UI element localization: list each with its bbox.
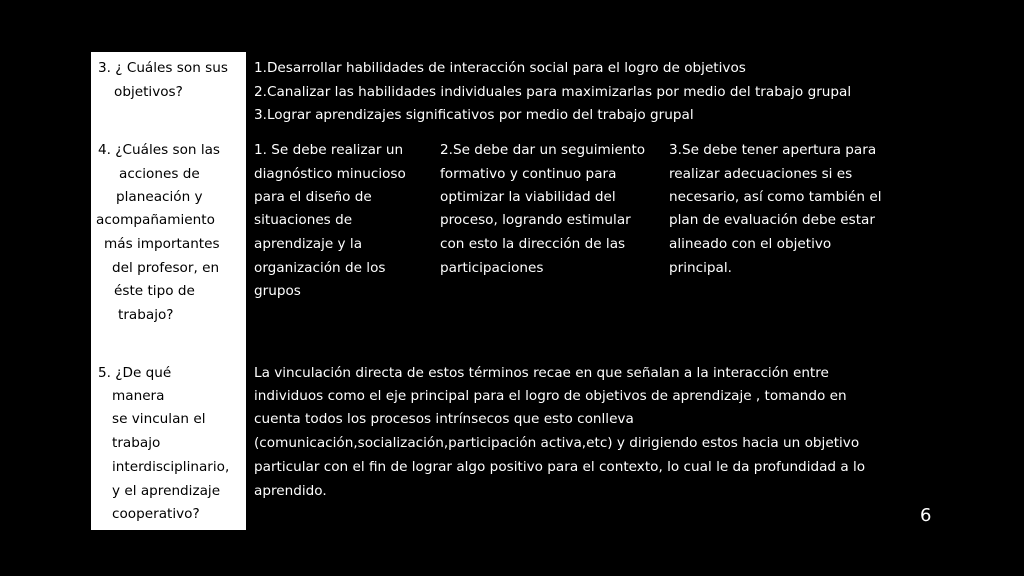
- answer-4-col2-line: formativo y continuo para: [440, 166, 617, 182]
- answer-5-line: individuos como el eje principal para el logro de objetivos de aprendizaje , tomando en: [254, 388, 847, 404]
- answer-4-col1-line: grupos: [254, 283, 301, 299]
- answer-3-line: 1.Desarrollar habilidades de interacción social para el logro de objetivos: [254, 60, 746, 76]
- answer-4-col2-line: proceso, logrando estimular: [440, 212, 631, 228]
- question-5-line: trabajo: [112, 435, 161, 451]
- question-5-line: y el aprendizaje: [112, 483, 221, 499]
- answer-4-col2-line: participaciones: [440, 260, 544, 276]
- answer-5-line: (comunicación,socialización,participación activa,etc) y dirigiendo estos hacia un objetivo: [254, 435, 860, 451]
- question-4-line: éste tipo de: [114, 283, 195, 299]
- answer-4-col1-line: 1. Se debe realizar un: [254, 142, 404, 158]
- answer-4-col2-line: 2.Se debe dar un seguimiento: [440, 142, 646, 158]
- question-4-line: 4. ¿Cuáles son las: [98, 142, 221, 158]
- question-5-line: manera: [112, 388, 165, 404]
- answer-3-line: 2.Canalizar las habilidades individuales para maximizarlas por medio del trabajo grupal: [254, 84, 852, 100]
- answer-5-line: cuenta todos los procesos intrínsecos que esto conlleva: [254, 411, 634, 427]
- question-4-line: trabajo?: [118, 307, 174, 323]
- question-5-line: interdisciplinario,: [112, 459, 230, 475]
- answer-5-line: aprendido.: [254, 483, 327, 499]
- question-5-line: 5. ¿De qué: [98, 365, 172, 381]
- answer-3-line: 3.Lograr aprendizajes significativos por medio del trabajo grupal: [254, 107, 694, 123]
- answer-4-col3-line: 3.Se debe tener apertura para: [669, 142, 877, 158]
- question-4-line: del profesor, en: [112, 260, 220, 276]
- question-4-line: planeación y: [116, 189, 203, 205]
- answer-4-col3-line: principal.: [669, 260, 732, 276]
- question-4-line: acciones de: [119, 166, 200, 182]
- answer-4-col3-line: necesario, así como también el: [669, 189, 882, 205]
- answer-4-col3-line: realizar adecuaciones si es: [669, 166, 853, 182]
- answer-4-col1-line: situaciones de: [254, 212, 353, 228]
- answer-4-col1-line: organización de los: [254, 260, 386, 276]
- question-3-line: objetivos?: [114, 84, 183, 100]
- question-5-line: se vinculan el: [112, 411, 206, 427]
- slide-number: 6: [920, 505, 932, 526]
- question-4-line: más importantes: [104, 236, 220, 252]
- question-5-line: cooperativo?: [112, 506, 200, 522]
- answer-5-line: particular con el fin de lograr algo positivo para el contexto, lo cual le da profundidad a lo: [254, 459, 866, 475]
- question-3-line: 3. ¿ Cuáles son sus: [98, 60, 228, 76]
- answer-5-line: La vinculación directa de estos términos recae en que señalan a la interacción entre: [254, 365, 829, 381]
- answer-4-col1-line: para el diseño de: [254, 189, 372, 205]
- question-4-line: acompañamiento: [96, 212, 215, 228]
- answer-4-col1-line: aprendizaje y la: [254, 236, 363, 252]
- answer-4-col1-line: diagnóstico minucioso: [254, 166, 406, 182]
- answer-4-col3-line: plan de evaluación debe estar: [669, 212, 875, 228]
- answer-4-col2-line: optimizar la viabilidad del: [440, 189, 616, 205]
- answer-4-col2-line: con esto la dirección de las: [440, 236, 626, 252]
- answer-4-col3-line: alineado con el objetivo: [669, 236, 832, 252]
